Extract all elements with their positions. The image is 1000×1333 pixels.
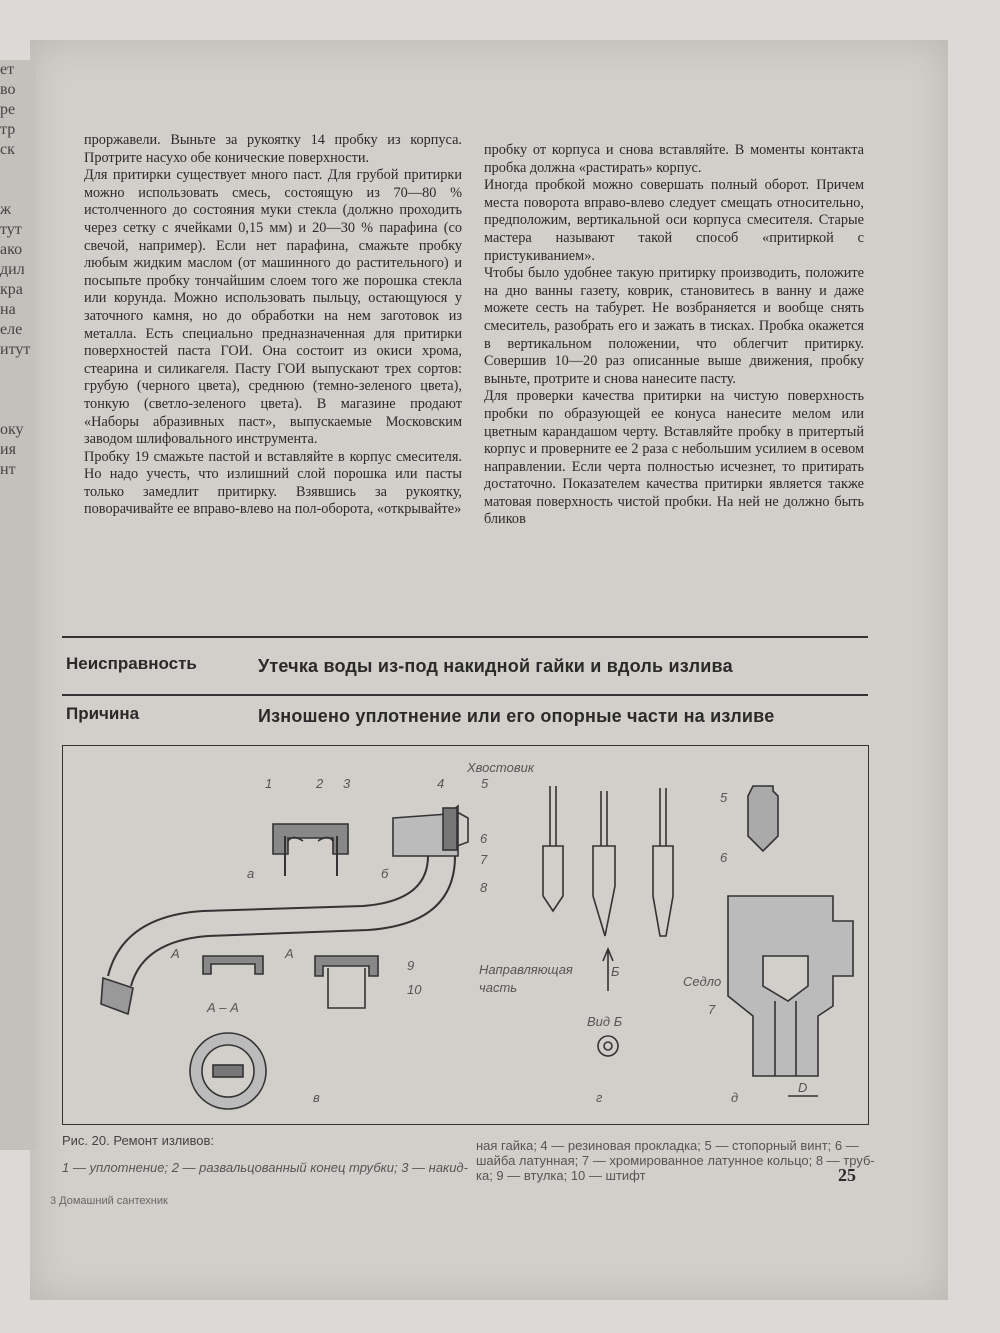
paragraph: пробку от корпуса и снова вставляйте. В моменты контакта пробка должна «растирать» корпус. [484, 142, 864, 176]
margin-fragment: ия [0, 441, 16, 458]
figure-caption-right-2: шайба латунная; 7 — хромированное латунное кольцо; 8 — труб- [476, 1153, 875, 1168]
margin-fragment: оку [0, 421, 24, 438]
margin-fragment: ск [0, 141, 15, 158]
figure-20 [62, 745, 869, 1125]
paragraph: Иногда пробкой можно совершать полный оборот. Причем места поворота вправо-влево следует смещать относительно, предположим, вертикальной оси корпуса смесителя. Старые мастера называют такой способ «притиркой с пристукиванием». [484, 177, 864, 264]
fault-text: Утечка воды из-под накидной гайки и вдоль излива [258, 656, 733, 676]
margin-fragment: во [0, 81, 16, 98]
previous-page-edge [0, 60, 36, 1150]
label-a: а [247, 866, 255, 881]
callout-5: 5 [481, 776, 489, 791]
locking-screw-part [748, 786, 778, 851]
callout-6: 6 [480, 831, 488, 846]
label-guide-2: часть [479, 980, 518, 995]
callout-6-right: 6 [720, 850, 728, 865]
section-title-aa: А – А [207, 1000, 239, 1015]
margin-fragment: ж [0, 201, 12, 218]
label-v: в [313, 1090, 320, 1105]
left-text-column [84, 132, 462, 519]
margin-fragment: дил [0, 261, 25, 278]
view-b-symbol-inner [604, 1042, 612, 1050]
callout-3: 3 [343, 776, 351, 791]
bushing-section-left [203, 956, 263, 974]
label-shank: Хвостовик [467, 760, 534, 775]
paragraph: Пробку 19 смажьте пастой и вставляйте в корпус смесителя. Но надо учесть, что излишний слой порошка или пасты только замедлит притирку. Взявшись за рукоятку, поворачивайте ее вправо-влево на пол-оборота, «открывайте» [84, 448, 462, 518]
tube-end [285, 836, 337, 876]
label-b: б [381, 866, 389, 881]
callout-2: 2 [316, 776, 324, 791]
pin [328, 968, 365, 1008]
label-guide: Направляющая [479, 962, 573, 977]
figure-caption-right-1: ная гайка; 4 — резиновая прокладка; 5 — стопорный винт; 6 — [476, 1138, 859, 1153]
label-seat: Седло [683, 974, 722, 989]
callout-5-right: 5 [720, 790, 728, 805]
view-b-symbol [598, 1036, 618, 1056]
label-d-dimension: D [798, 1080, 808, 1095]
margin-fragment: на [0, 301, 16, 318]
spout-tube [108, 841, 428, 976]
label-d: д [731, 1090, 739, 1105]
callout-9: 9 [407, 958, 415, 973]
divider [62, 636, 868, 638]
margin-fragment: еле [0, 321, 23, 338]
technical-drawing [63, 746, 868, 1124]
paragraph: Для притирки существует много паст. Для грубой притирки можно использовать смесь, состоящую из 70—80 % истолченного до состояния муки стекла (должно проходить через сетку с ячейками 0,15 мм) и 20—30 % парафина (со свечой, например). Если нет парафина, смажьте пробку любым жидким маслом (от машинного до растительного) и посыпьте пробку тончайшим слоем того же порошка стекла или корунда. Можно использовать пыльцу, остающуюся у заточного камня, но до обработки на нем заготовок из металла. Есть специально предназначенная для притирки поверхностей паста ГОИ. Она состоит из окиси хрома, стеарина и силикагеля. Пасту ГОИ выпускают трех сортов: грубую (черного цвета), среднюю (темно-зеленого цвета), тонкую (светло-зеленого цвета). В магазине продают «Наборы абразивных паст», выпускаемые Московским заводом шлифовального инструмента. [84, 167, 462, 448]
margin-fragment: ако [0, 241, 23, 258]
margin-fragment: итут [0, 341, 31, 358]
callout-4: 4 [437, 776, 445, 791]
margin-fragment: нт [0, 461, 16, 478]
right-text-column [484, 142, 864, 529]
shank-3 [653, 788, 673, 936]
label-g: г [596, 1090, 603, 1105]
divider [62, 694, 868, 696]
shank-1 [543, 786, 563, 911]
margin-fragment: ре [0, 101, 16, 118]
margin-fragment: ет [0, 61, 15, 78]
paragraph: Чтобы было удобнее такую притирку производить, положите на дно ванны газету, коврик, становитесь в ванну и даже можете сесть на табурет. Не возбраняется и вообще снять смеситель, разобрать его и зажать в тисках. Пробка окажется в вертикальном положении, что облегчит притирку. Совершив 10—20 раз описанные выше движения, пробку выньте, протрите и снова нанесите пасту. [484, 265, 864, 387]
margin-fragment: кра [0, 281, 23, 298]
label-b-arrow: Б [611, 964, 620, 979]
figure-caption-title: Рис. 20. Ремонт изливов: [62, 1133, 215, 1148]
bushing-section-right [315, 956, 378, 976]
cause-text: Изношено уплотнение или его опорные части на изливе [258, 706, 775, 726]
figure-caption-left: 1 — уплотнение; 2 — развальцованный конец трубки; 3 — накид- [62, 1160, 468, 1175]
paragraph: Для проверки качества притирки на чистую поверхность пробки по образующей ее конуса нанесите мелом или цветным карандашом черту. Вставляйте пробку в притертый корпус и проверните ее 2 раза с небольшим усилием в осевом направлении. Если черта полностью исчезнет, то притирать достаточно. Показателем качества притирки является также матовая поверхность чистой пробки. На ней не должно быть бликов [484, 388, 864, 528]
fault-label: Неисправность [66, 654, 197, 673]
callout-8: 8 [480, 880, 488, 895]
callout-7-right: 7 [708, 1002, 716, 1017]
label-view-b: Вид Б [587, 1014, 623, 1029]
margin-fragment: тут [0, 221, 22, 238]
footer-signature: 3 Домашний сантехник [50, 1195, 168, 1207]
margin-fragment: тр [0, 121, 16, 138]
page-number: 25 [838, 1165, 856, 1185]
section-mark-a-left: А [171, 946, 180, 961]
section-pin [213, 1065, 243, 1077]
spout-tip [101, 978, 133, 1014]
callout-7: 7 [480, 852, 488, 867]
cause-label: Причина [66, 704, 140, 723]
gasket [443, 808, 457, 850]
callout-10: 10 [407, 982, 422, 997]
callout-1: 1 [265, 776, 273, 791]
paragraph: проржавели. Выньте за рукоятку 14 пробку из корпуса. Протрите насухо обе конические поверхности. [84, 132, 462, 166]
section-mark-a-right: А [285, 946, 294, 961]
figure-caption-right-3: ка; 9 — втулка; 10 — штифт [476, 1168, 646, 1183]
shank-2 [593, 791, 615, 936]
